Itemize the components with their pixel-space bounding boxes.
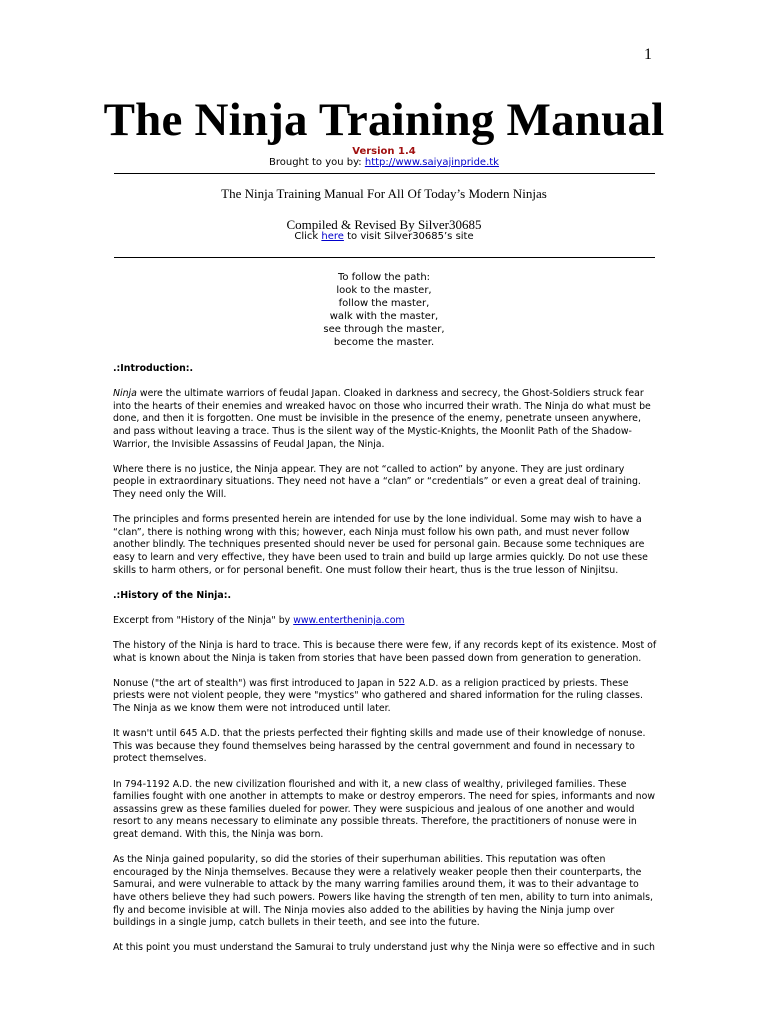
- entertheninja-link[interactable]: www.entertheninja.com: [293, 614, 405, 626]
- history-paragraph-5: As the Ninja gained popularity, so did the stories of their superhuman abilities. This reputation was often encouraged by the Ninja themselves. Because they were a relatively weaker people then their counterparts, the Samurai, and were vulnerable to attack by the many warring families around them, it was to their advantage to have others believe they had such powers. Powers like having the strength of ten men, ability to turn into animals, fly and become invisible at will. The Ninja movies also added to the abilities by having the Ninja jump over buildings in a single jump, catch bullets in their teeth, and see into the future.: [113, 854, 653, 929]
- visit-site-line: [0, 231, 768, 242]
- header-divider: [114, 173, 655, 174]
- history-paragraph-6: At this point you must understand the Samurai to truly understand just why the Ninja were so effective and in such: [113, 942, 655, 954]
- history-paragraph-1: The history of the Ninja is hard to trace. This is because there were few, if any records kept of its existence. Most of what is known about the Ninja is taken from stories that have been passed down from generation to generation.: [113, 640, 657, 664]
- here-link[interactable]: here: [321, 231, 344, 242]
- brought-by-line: [0, 157, 768, 168]
- poem-line: become the master.: [333, 337, 435, 348]
- poem-line: walk with the master,: [329, 311, 439, 322]
- poem-line: To follow the path:: [337, 272, 431, 283]
- history-paragraph-4: In 794-1192 A.D. the new civilization flourished and with it, a new class of wealthy, privileged families. These families fought with one another in attempts to make or destroy emperors. The need for spies, informants and now assassins grew as these families dueled for power. They were suspicious and jealous of one another and would resort to any means necessary to eliminate any possible threats. Therefore, the practitioners of nonuse were in great demand. With this, the Ninja was born.: [113, 778, 656, 840]
- history-paragraph-2: Nonuse ("the art of stealth") was first introduced to Japan in 522 A.D. as a religion practiced by priests. These priests were not violent people, they were "mystics" who gathered and shared information for the ruling classes. The Ninja as we know them were not introduced until later.: [113, 677, 643, 715]
- introduction-heading: .:Introduction:.: [113, 363, 194, 374]
- poem-line: see through the master,: [323, 324, 445, 335]
- section-divider: [114, 257, 655, 258]
- brought-by-prefix: Brought to you by:: [269, 157, 365, 168]
- history-heading: .:History of the Ninja:.: [113, 589, 232, 601]
- page-number: 1: [644, 46, 652, 63]
- poem-line: look to the master,: [336, 285, 432, 296]
- intro-paragraph-2: Where there is no justice, the Ninja appear. They are not “called to action” by anyone. They are just ordinary people in extraordinary situations. They need not have a “clan” or “credentials” or even a great deal of training. They need only the Will.: [113, 463, 641, 500]
- history-excerpt-line: [113, 615, 658, 628]
- version-label: Version 1.4: [352, 146, 416, 157]
- visit-site-suffix: to visit Silver30685’s site: [343, 231, 474, 242]
- saiyajinpride-link[interactable]: http://www.saiyajinpride.tk: [364, 157, 499, 168]
- intro-paragraph-1: [113, 388, 658, 451]
- intro-paragraph-1-text: were the ultimate warriors of feudal Japan. Cloaked in darkness and secrecy, the Ghost-Soldiers struck fear into the hearts of their enemies and wreaked havoc on those who incurred their wrath. The Ninja do what must be done, and then it is forgotten. One must be invisible in the presence of the enemy, penetrate unseen anywhere, and pass without leaving a trace. Thus is the silent way of the Mystic-Knights, the Moonlit Path of the Shadow-Warrior, the Invisible Assassins of Feudal Japan, the Ninja.: [113, 388, 651, 450]
- history-paragraph-3: It wasn't until 645 A.D. that the priests perfected their fighting skills and made use of their knowledge of nonuse. This was because they found themselves being harassed by the central government and found in necessary to protect themselves.: [113, 728, 646, 765]
- body-text: [113, 363, 658, 968]
- ninja-emphasis: Ninja: [113, 388, 137, 400]
- poem-line: follow the master,: [338, 298, 430, 309]
- compiled-by-line: Compiled & Revised By Silver30685: [286, 217, 482, 232]
- poem: [0, 271, 768, 349]
- document-subtitle: The Ninja Training Manual For All Of Today’s Modern Ninjas: [221, 186, 547, 201]
- document-title: The Ninja Training Manual: [103, 94, 665, 146]
- intro-paragraph-3: The principles and forms presented herein are intended for use by the lone individual. Some may wish to have a “clan”, there is nothing wrong with this; however, each Ninja must follow his own path, and must never follow another blindly. The techniques presented should never be used for personal gain. Because some techniques are easy to learn and very effective, they have been used to train and build up large armies quickly. Do not use these skills to harm others, or for personal benefit. One must follow their heart, thus is the true lesson of Ninjitsu.: [113, 514, 648, 576]
- excerpt-prefix: Excerpt from "History of the Ninja" by: [113, 614, 294, 626]
- visit-site-prefix: Click: [294, 231, 322, 242]
